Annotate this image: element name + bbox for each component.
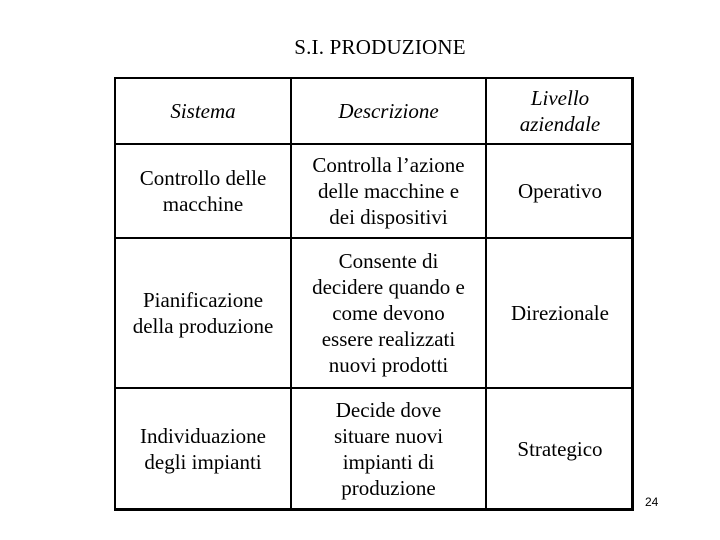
row-2-descrizione: Consente di decidere quando e come devono essere realizzati nuovi prodotti [312, 249, 465, 377]
row-3-livello: Strategico [517, 436, 603, 461]
header-sistema: Sistema [170, 99, 236, 123]
row-1-descrizione: Controlla l’azione delle macchine e dei dispositivi [312, 153, 465, 229]
row-3-sistema: Individuazione degli impianti [140, 423, 266, 474]
slide-title: S.I. PRODUZIONE [294, 35, 466, 59]
header-livello-aziendale: Livello aziendale [519, 86, 601, 136]
page-number: 24 [645, 495, 659, 509]
systems-table [114, 77, 634, 511]
row-2-livello: Direzionale [511, 301, 609, 325]
row-1-sistema: Controllo delle macchine [139, 166, 267, 216]
row-3-descrizione: Decide dove situare nuovi impianti di produzione [333, 397, 444, 500]
row-1-livello: Operativo [518, 179, 602, 203]
row-2-sistema: Pianificazione della produzione [132, 288, 274, 338]
header-descrizione: Descrizione [338, 99, 439, 123]
